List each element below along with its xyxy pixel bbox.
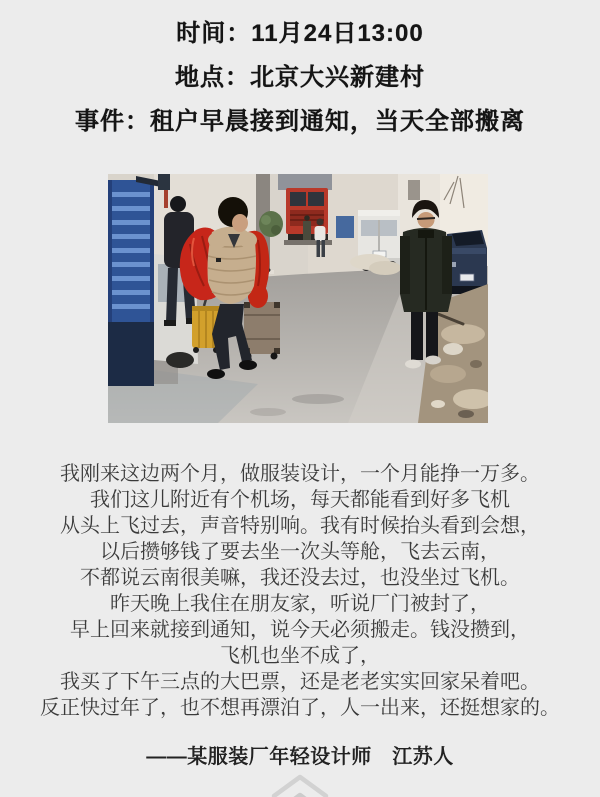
header bbox=[0, 0, 600, 152]
header-location-line: 地点：北京大兴新建村 bbox=[175, 64, 425, 91]
quote-line: 飞机也坐不成了， bbox=[220, 645, 380, 667]
quote-line: 不都说云南很美嘛，我还没去过，也没坐过飞机。 bbox=[80, 567, 520, 589]
quote-line: 我买了下午三点的大巴票，还是老老实实回家呆着吧。 bbox=[60, 671, 540, 693]
quote-line: 早上回来就接到通知，说今天必须搬走。钱没攒到， bbox=[70, 619, 530, 641]
quote-line: 从头上飞过去，声音特别响。我有时候抬头看到会想， bbox=[60, 515, 540, 537]
green-bush bbox=[259, 211, 283, 237]
sandbag-pile-2 bbox=[369, 261, 401, 275]
quote-line: 我们这儿附近有个机场，每天都能看到好多飞机 bbox=[90, 489, 510, 511]
quote-body bbox=[0, 461, 600, 770]
quote-line: 我刚来这边两个月，做服装设计，一个月能挣一万多。 bbox=[60, 463, 540, 485]
street-photo bbox=[108, 174, 488, 423]
header-event-line: 事件：租户早晨接到通知，当天全部搬离 bbox=[75, 108, 525, 135]
navy-car bbox=[447, 230, 487, 294]
blue-tarp bbox=[336, 216, 354, 238]
quote-line: 昨天晚上我住在朋友家，听说厂门被封了， bbox=[110, 593, 490, 615]
street-photo-illustration bbox=[108, 174, 488, 423]
header-time-line: 时间：11月24日13:00 bbox=[176, 20, 424, 47]
quote-attribution: ——某服装厂年轻设计师 江苏人 bbox=[146, 746, 454, 768]
chevron-up-icon bbox=[266, 772, 334, 797]
quote-line: 反正快过年了，也不想再漂泊了，人一出来，还挺想家的。 bbox=[40, 697, 560, 719]
quote-line: 以后攒够钱了要去坐一次头等舱，飞去云南， bbox=[100, 541, 500, 563]
